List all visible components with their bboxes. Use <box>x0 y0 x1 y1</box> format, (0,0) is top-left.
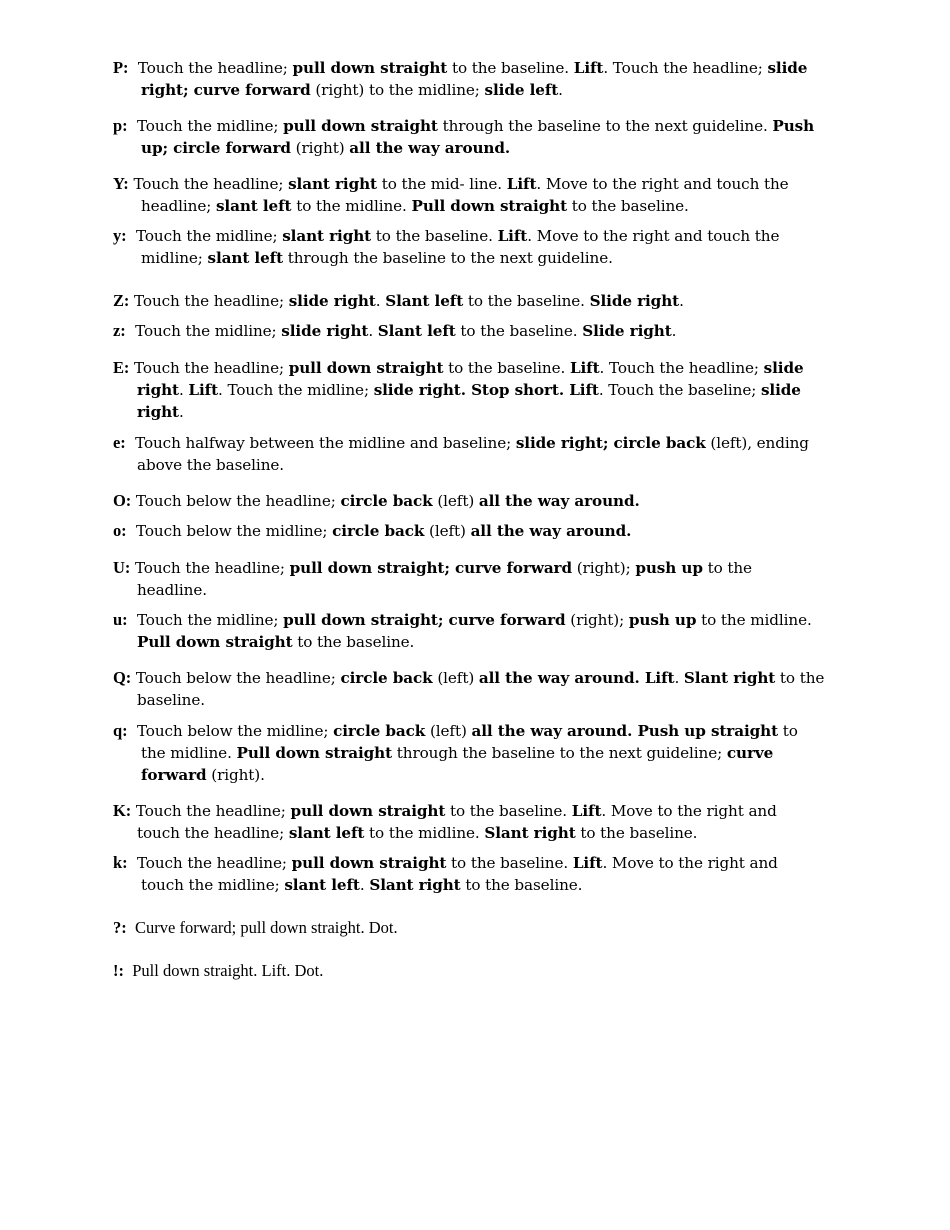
text-segment: pull down straight <box>290 802 446 820</box>
text-segment: Touch the midline; <box>136 227 283 245</box>
entry-line <box>113 401 843 423</box>
entry-line <box>113 631 843 653</box>
text-segment: (right) to the midline; <box>310 81 485 99</box>
entry-line <box>113 609 843 631</box>
text-segment: circle back <box>340 492 433 510</box>
text-segment: to the midline. <box>364 824 485 842</box>
text-segment: to the baseline. <box>445 802 572 820</box>
text-segment: Touch the headline; <box>136 854 292 872</box>
entry-line <box>113 290 843 312</box>
text-segment: circle back <box>340 669 433 687</box>
text-segment: Touch below the midline; <box>136 722 334 740</box>
text-segment: slant right <box>282 227 372 245</box>
text-segment: Touch the headline; <box>134 359 289 377</box>
text-segment: to <box>778 722 798 740</box>
entry-line <box>113 379 843 401</box>
text-segment: slide <box>763 359 804 377</box>
entry-P-upper <box>113 57 843 101</box>
text-segment: all the way around. Lift <box>478 669 675 687</box>
entry-E-upper <box>113 357 843 423</box>
entry-line <box>113 579 843 601</box>
text-segment: Pull down straight <box>137 633 293 651</box>
text-segment: . <box>359 876 370 894</box>
text-segment: (right); <box>565 611 629 629</box>
text-segment: all the way around. <box>478 492 640 510</box>
text-segment: Lift <box>573 59 604 77</box>
entry-K-upper <box>113 800 843 844</box>
text-segment: Pull down straight <box>236 744 393 762</box>
text-segment: slide left <box>484 81 559 99</box>
text-segment: through the baseline to the next guideline. <box>283 249 613 267</box>
entry-key: P: <box>113 58 129 77</box>
text-segment: Pull down straight. Lift. Dot. <box>132 961 324 980</box>
text-segment: Touch the headline; <box>135 802 291 820</box>
entry-key: u: <box>113 610 128 629</box>
text-segment: to the baseline. <box>292 633 415 651</box>
entry-line <box>113 247 843 269</box>
text-segment: all the way around. <box>349 139 511 157</box>
text-segment: slant left <box>284 876 360 894</box>
entry-line <box>113 173 843 195</box>
text-segment: Push <box>772 117 815 135</box>
text-segment: all the way around. <box>470 522 632 540</box>
entry-line <box>113 454 843 476</box>
text-segment: to the baseline. <box>446 854 573 872</box>
text-segment: . <box>178 403 184 421</box>
text-segment: Touch the headline; <box>134 292 289 310</box>
text-segment: to the baseline. <box>463 292 590 310</box>
text-segment: headline; <box>141 197 216 215</box>
text-segment: Lift <box>572 854 603 872</box>
entry-line <box>113 357 843 379</box>
entry-key: O: <box>113 491 132 510</box>
text-segment: (right). <box>206 766 265 784</box>
text-segment: Slide right <box>589 292 680 310</box>
text-segment: touch the headline; <box>137 824 289 842</box>
entry-e-lower <box>113 432 843 476</box>
text-segment: baseline. <box>137 691 205 709</box>
text-segment: pull down straight; curve forward <box>289 559 572 577</box>
text-segment: Lift <box>506 175 537 193</box>
text-segment: Slant left <box>377 322 456 340</box>
text-segment: push up <box>628 611 697 629</box>
text-segment: Touch the headline; <box>134 559 290 577</box>
text-segment: . <box>368 322 378 340</box>
text-segment: . <box>671 322 677 340</box>
entry-line <box>113 490 843 512</box>
text-segment: to the baseline. <box>455 322 583 340</box>
entry-key: E: <box>113 358 130 377</box>
entry-line <box>113 225 843 247</box>
text-segment: . Move to the right and <box>601 802 777 820</box>
entry-Z-upper <box>113 290 843 312</box>
text-segment: pull down straight <box>291 854 447 872</box>
text-segment: Touch the headline; <box>137 59 293 77</box>
entry-line <box>113 917 843 939</box>
text-segment: Slant right <box>683 669 776 687</box>
entry-line <box>113 764 843 786</box>
text-segment: all the way around. Push up straight <box>471 722 778 740</box>
text-segment: . Move to the right and <box>602 854 778 872</box>
text-segment: curve <box>726 744 774 762</box>
text-segment: (left) <box>425 722 472 740</box>
entry-q-lower <box>113 720 843 786</box>
entry-line <box>113 720 843 742</box>
entry-line <box>113 800 843 822</box>
text-segment: the midline. <box>141 744 237 762</box>
entry-key: q: <box>113 721 128 740</box>
text-segment: Touch the headline; <box>133 175 289 193</box>
text-segment: (left) <box>424 522 471 540</box>
entry-o-lower <box>113 520 843 542</box>
text-segment: circle back <box>333 722 426 740</box>
text-segment: right <box>137 403 179 421</box>
text-segment: pull down straight <box>288 359 444 377</box>
text-segment: up; circle forward <box>141 139 291 157</box>
text-segment: . Touch the headline; <box>599 359 764 377</box>
text-segment: Lift <box>497 227 528 245</box>
text-segment: push up <box>635 559 703 577</box>
text-segment: slide <box>760 381 801 399</box>
text-segment: (right); <box>571 559 636 577</box>
text-segment: Touch below the headline; <box>135 669 341 687</box>
text-segment: . <box>178 381 189 399</box>
entry-k-lower <box>113 852 843 896</box>
text-segment: . Touch the midline; <box>218 381 374 399</box>
text-segment: to the mid- line. <box>376 175 507 193</box>
text-segment: slide right. Stop short. Lift <box>373 381 599 399</box>
text-segment: through the baseline to the next guideline. <box>437 117 773 135</box>
entry-z-lower <box>113 320 843 342</box>
text-segment: Pull down straight <box>411 197 568 215</box>
text-segment: to the <box>702 559 752 577</box>
entry-exclamation-mark <box>113 960 843 982</box>
text-segment: pull down straight; curve forward <box>283 611 566 629</box>
text-segment: Slant right <box>369 876 461 894</box>
text-segment: Lift <box>569 359 600 377</box>
entry-line <box>113 852 843 874</box>
entry-line <box>113 79 843 101</box>
text-segment: . Touch the headline; <box>603 59 768 77</box>
text-segment: . <box>679 292 684 310</box>
entry-key: Y: <box>113 174 129 193</box>
entry-line <box>113 874 843 896</box>
text-segment: Touch the midline; <box>136 611 284 629</box>
text-segment: to the baseline. <box>371 227 498 245</box>
entry-line <box>113 667 843 689</box>
text-segment: slant left <box>215 197 292 215</box>
text-segment: Lift <box>188 381 219 399</box>
text-segment: Lift <box>571 802 602 820</box>
text-segment: Touch halfway between the midline and baseline; <box>135 434 516 452</box>
entry-line <box>113 742 843 764</box>
text-segment: Touch below the headline; <box>135 492 341 510</box>
entry-line <box>113 115 843 137</box>
text-segment: touch the midline; <box>141 876 285 894</box>
text-segment: Slant left <box>385 292 464 310</box>
text-segment: to the baseline. <box>447 59 574 77</box>
text-segment: pull down straight <box>283 117 438 135</box>
text-segment: midline; <box>141 249 208 267</box>
entry-p-lower <box>113 115 843 159</box>
entry-line <box>113 432 843 454</box>
entry-line <box>113 137 843 159</box>
entry-y-lower <box>113 225 843 269</box>
entry-Y-upper <box>113 173 843 217</box>
entry-key: o: <box>113 521 127 540</box>
text-segment: . <box>674 669 684 687</box>
text-segment: . <box>375 292 386 310</box>
entry-key: K: <box>113 801 132 820</box>
entry-key: y: <box>113 226 127 245</box>
text-segment: slide right <box>281 322 369 340</box>
entry-line <box>113 195 843 217</box>
entry-line <box>113 320 843 342</box>
entry-key: U: <box>113 558 131 577</box>
entry-Q-upper <box>113 667 843 711</box>
text-segment: slide right <box>288 292 376 310</box>
text-segment: (left) <box>432 669 479 687</box>
text-segment: slant left <box>288 824 365 842</box>
entry-u-lower <box>113 609 843 653</box>
entry-key: !: <box>113 961 124 980</box>
text-segment: . Touch the baseline; <box>598 381 761 399</box>
text-segment: to the baseline. <box>575 824 698 842</box>
entry-line <box>113 57 843 79</box>
text-segment: slant right <box>288 175 377 193</box>
text-segment: slide right; circle back <box>515 434 706 452</box>
text-segment: Touch the midline; <box>136 117 284 135</box>
entry-line <box>113 557 843 579</box>
text-segment: above the baseline. <box>137 456 284 474</box>
text-segment: . Move to the right and touch the <box>536 175 789 193</box>
entry-key: k: <box>113 853 128 872</box>
text-segment: Touch the midline; <box>135 322 282 340</box>
text-segment: to the <box>775 669 825 687</box>
entry-line <box>113 960 843 982</box>
entry-key: p: <box>113 116 128 135</box>
entry-U-upper <box>113 557 843 601</box>
entry-key: z: <box>113 321 126 340</box>
entry-line <box>113 520 843 542</box>
entry-question-mark <box>113 917 843 939</box>
text-segment: Slant right <box>484 824 576 842</box>
text-segment: slide <box>767 59 808 77</box>
text-segment: to the midline. <box>291 197 412 215</box>
text-segment: (left), ending <box>705 434 809 452</box>
entry-key: ?: <box>113 918 127 937</box>
text-segment: through the baseline to the next guideline; <box>392 744 727 762</box>
text-segment: . Move to the right and touch the <box>527 227 780 245</box>
text-segment: (right) <box>290 139 350 157</box>
text-segment: pull down straight <box>292 59 448 77</box>
text-segment: to the midline. <box>696 611 812 629</box>
entry-key: e: <box>113 433 126 452</box>
entry-key: Q: <box>113 668 132 687</box>
entry-O-upper <box>113 490 843 512</box>
text-segment: right; curve forward <box>141 81 311 99</box>
text-segment: forward <box>141 766 207 784</box>
text-segment: slant left <box>207 249 284 267</box>
entry-line <box>113 822 843 844</box>
text-segment: Slide right <box>582 322 672 340</box>
entry-line <box>113 689 843 711</box>
text-segment: to the baseline. <box>460 876 583 894</box>
text-segment: circle back <box>332 522 425 540</box>
text-segment: to the baseline. <box>567 197 689 215</box>
text-segment: . <box>558 81 563 99</box>
text-segment: Touch below the midline; <box>136 522 333 540</box>
text-segment: Curve forward; pull down straight. Dot. <box>135 918 398 937</box>
text-segment: headline. <box>137 581 207 599</box>
text-segment: right <box>137 381 179 399</box>
entry-key: Z: <box>113 291 130 310</box>
text-segment: to the baseline. <box>443 359 570 377</box>
text-segment: (left) <box>432 492 479 510</box>
